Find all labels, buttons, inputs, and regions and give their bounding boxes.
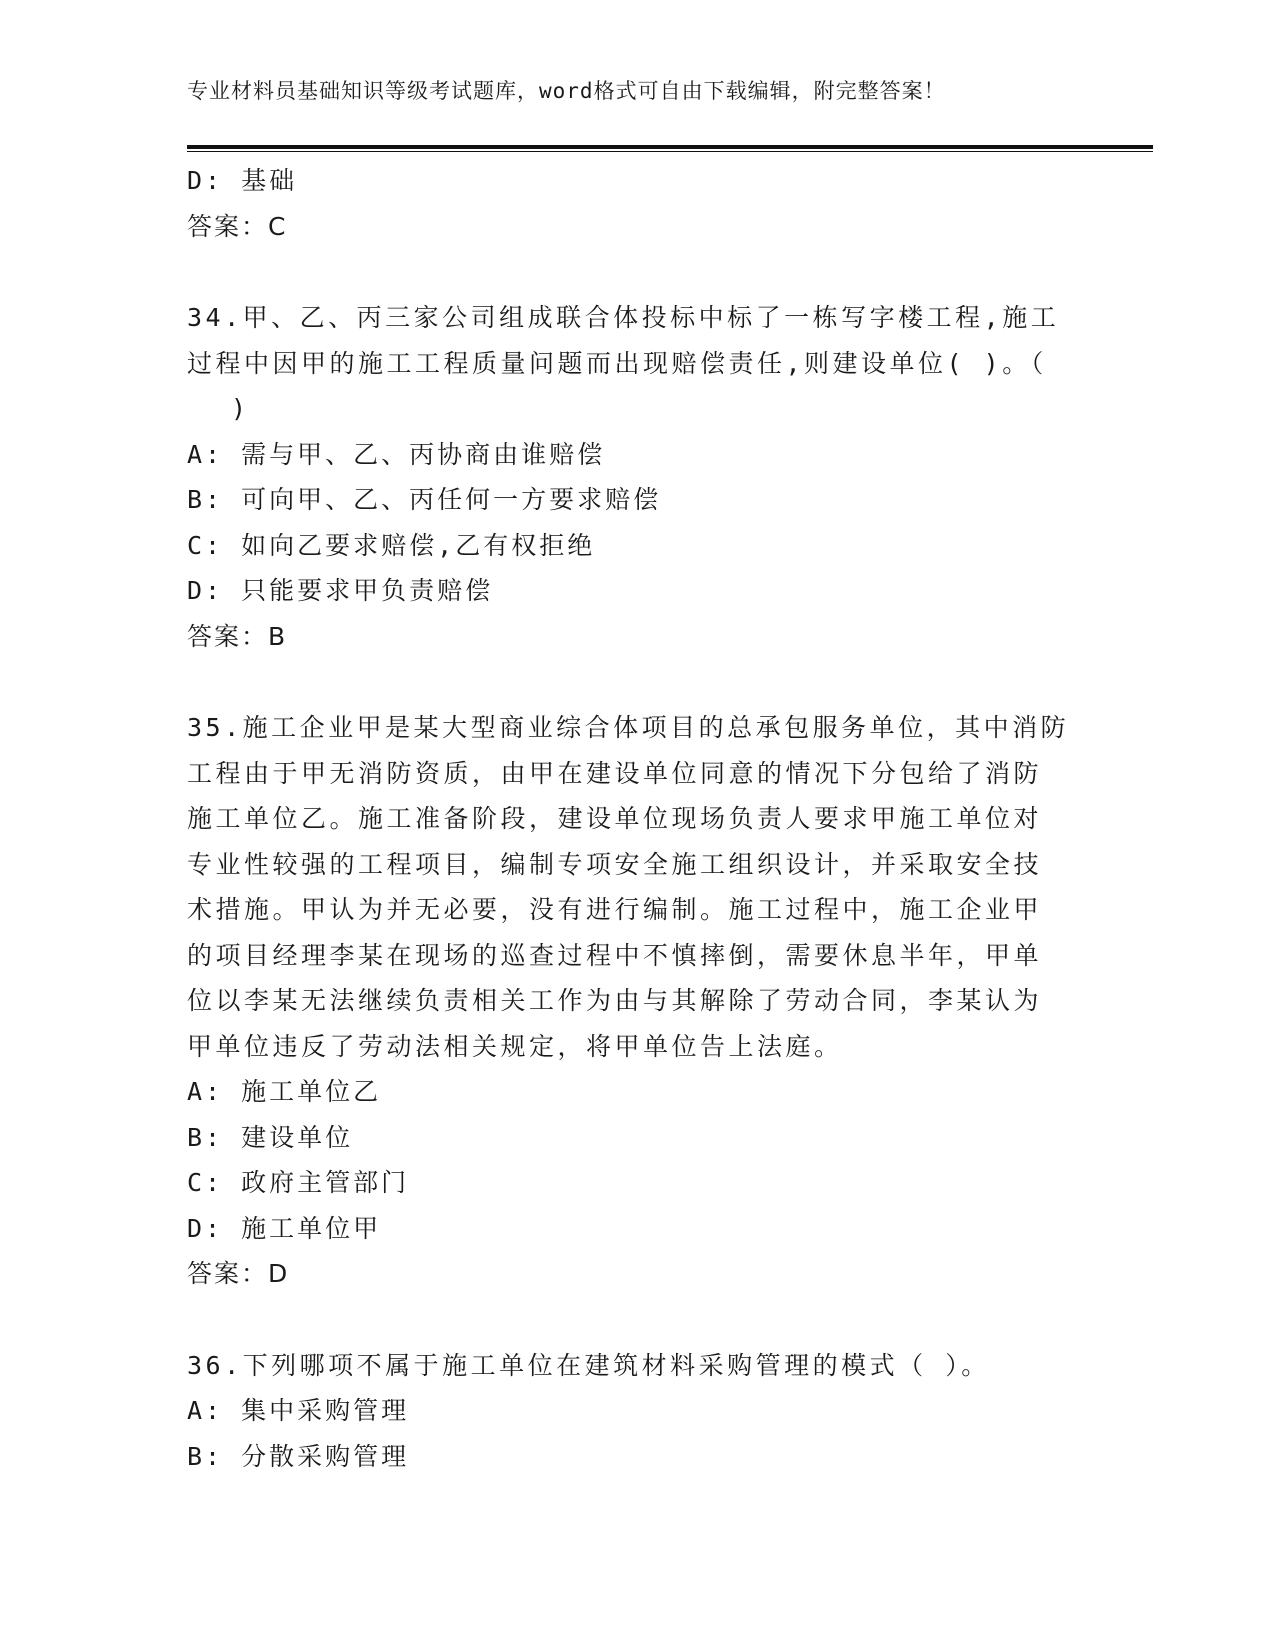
option-d-q33: D: 基础 bbox=[187, 166, 298, 195]
question-35-line-7: 位以李某无法继续负责相关工作为由与其解除了劳动合同，李某认为 bbox=[187, 986, 1043, 1015]
option-d-q35: D: 施工单位甲 bbox=[187, 1213, 382, 1243]
answer-q34: 答案：B bbox=[187, 621, 288, 651]
question-34 bbox=[187, 295, 1087, 659]
answer-q33: 答案：C bbox=[187, 211, 288, 241]
question-35-line-1: 35.施工企业甲是某大型商业综合体项目的总承包服务单位，其中消防 bbox=[187, 713, 1070, 742]
header-rule-thick bbox=[187, 145, 1153, 149]
question-35-line-3: 施工单位乙。施工准备阶段，建设单位现场负责人要求甲施工单位对 bbox=[187, 804, 1043, 833]
question-35-line-8: 甲单位违反了劳动法相关规定，将甲单位告上法庭。 bbox=[187, 1031, 843, 1061]
question-35 bbox=[187, 705, 1087, 1297]
option-b-q36: B: 分散采购管理 bbox=[187, 1441, 410, 1471]
question-36-line-1: 36.下列哪项不属于施工单位在建筑材料采购管理的模式（ ）。 bbox=[187, 1350, 990, 1380]
option-b-q34: B: 可向甲、乙、丙任何一方要求赔偿 bbox=[187, 485, 662, 514]
question-35-line-5: 术措施。甲认为并无必要，没有进行编制。施工过程中，施工企业甲 bbox=[187, 895, 1043, 924]
option-a-q35: A: 施工单位乙 bbox=[187, 1077, 382, 1106]
question-34-line-3: ) bbox=[231, 394, 250, 423]
page-header: 专业材料员基础知识等级考试题库，word格式可自由下载编辑，附完整答案！ bbox=[187, 79, 946, 103]
option-d-q34: D: 只能要求甲负责赔偿 bbox=[187, 576, 494, 605]
question-35-line-6: 的项目经理李某在现场的巡查过程中不慎摔倒，需要休息半年，甲单 bbox=[187, 940, 1043, 970]
question-35-line-4: 专业性较强的工程项目，编制专项安全施工组织设计，并采取安全技 bbox=[187, 849, 1043, 879]
question-36 bbox=[187, 1343, 1087, 1480]
question-34-line-1: 34.甲、乙、丙三家公司组成联合体投标中标了一栋写字楼工程,施工 bbox=[187, 303, 1060, 332]
option-c-q34: C: 如向乙要求赔偿,乙有权拒绝 bbox=[187, 530, 596, 560]
question-34-line-2: 过程中因甲的施工工程质量问题而出现赔偿责任,则建设单位( )。（ bbox=[187, 348, 1047, 378]
option-a-q36: A: 集中采购管理 bbox=[187, 1396, 410, 1425]
header-rule-thin bbox=[187, 151, 1153, 152]
option-c-q35: C: 政府主管部门 bbox=[187, 1168, 410, 1197]
option-a-q34: A: 需与甲、乙、丙协商由谁赔偿 bbox=[187, 439, 606, 469]
question-list bbox=[187, 158, 1087, 1479]
question-35-line-2: 工程由于甲无消防资质，由甲在建设单位同意的情况下分包给了消防 bbox=[187, 758, 1043, 788]
option-b-q35: B: 建设单位 bbox=[187, 1122, 354, 1152]
answer-q35: 答案：D bbox=[187, 1259, 290, 1288]
